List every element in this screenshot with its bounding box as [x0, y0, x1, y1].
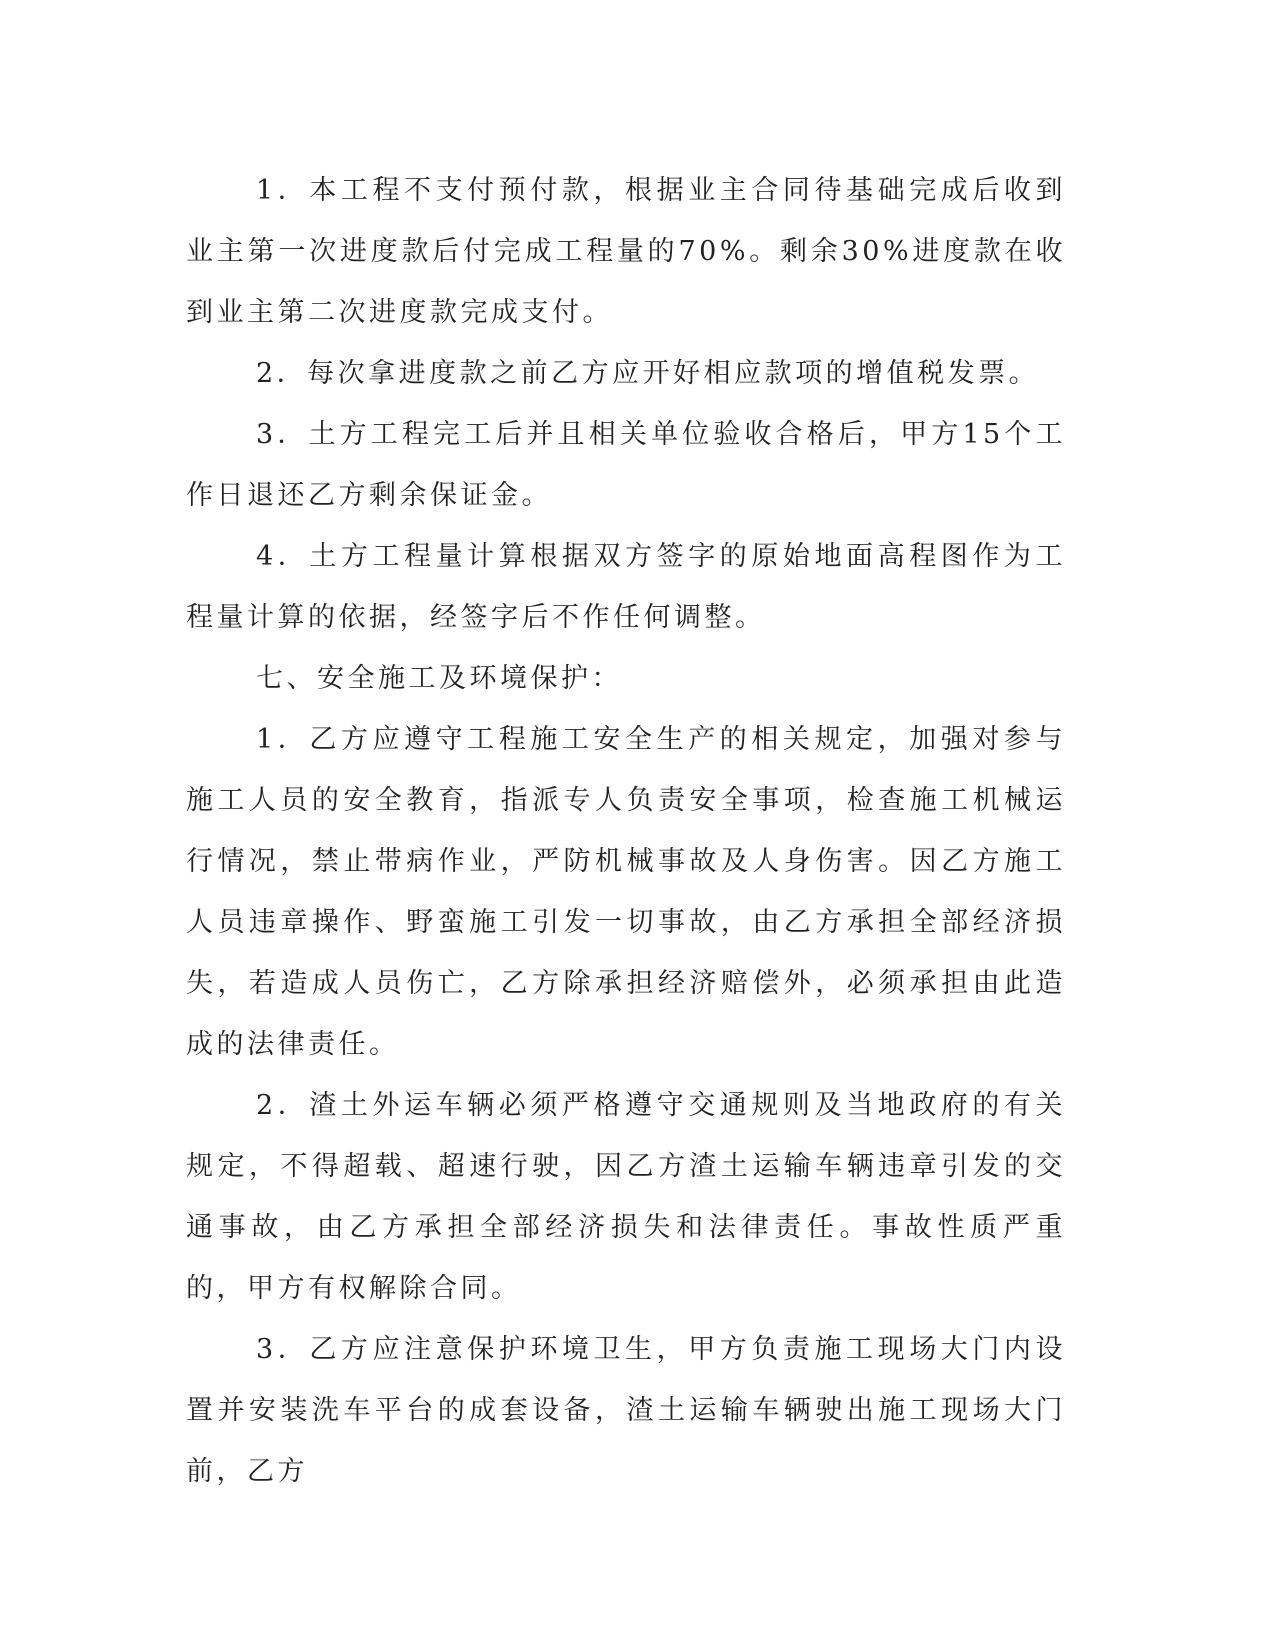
paragraph-environment: 3．乙方应注意保护环境卫生，甲方负责施工现场大门内设置并安装洗车平台的成套设备，渣土运输车辆驶出施工现场大门前，乙方 [186, 1334, 1066, 1487]
document-body [186, 160, 1066, 1502]
paragraph-safety-rules: 1．乙方应遵守工程施工安全生产的相关规定，加强对参与施工人员的安全教育，指派专人负责安全事项，检查施工机械运行情况，禁止带病作业，严防机械事故及人身伤害。因乙方施工人员违章操作、野蛮施工引发一切事故，由乙方承担全部经济损失，若造成人员伤亡，乙方除承担经济赔偿外，必须承担由此造成的法律责任。 [186, 724, 1066, 1060]
paragraph-quantity-calculation: 4．土方工程量计算根据双方签字的原始地面高程图作为工程量计算的依据，经签字后不作任何调整。 [186, 541, 1066, 633]
paragraph-payment-terms: 1．本工程不支付预付款，根据业主合同待基础完成后收到业主第一次进度款后付完成工程量的70%。剩余30%进度款在收到业主第二次进度款完成支付。 [186, 175, 1066, 328]
section-heading-safety: 七、安全施工及环境保护： [256, 663, 622, 694]
paragraph-invoice: 2．每次拿进度款之前乙方应开好相应款项的增值税发票。 [256, 358, 1040, 389]
paragraph-traffic-rules: 2．渣土外运车辆必须严格遵守交通规则及当地政府的有关规定，不得超载、超速行驶，因乙方渣土运输车辆违章引发的交通事故，由乙方承担全部经济损失和法律责任。事故性质严重的，甲方有权解除合同。 [186, 1090, 1066, 1304]
paragraph-deposit-refund: 3．土方工程完工后并且相关单位验收合格后，甲方15个工作日退还乙方剩余保证金。 [186, 419, 1066, 511]
